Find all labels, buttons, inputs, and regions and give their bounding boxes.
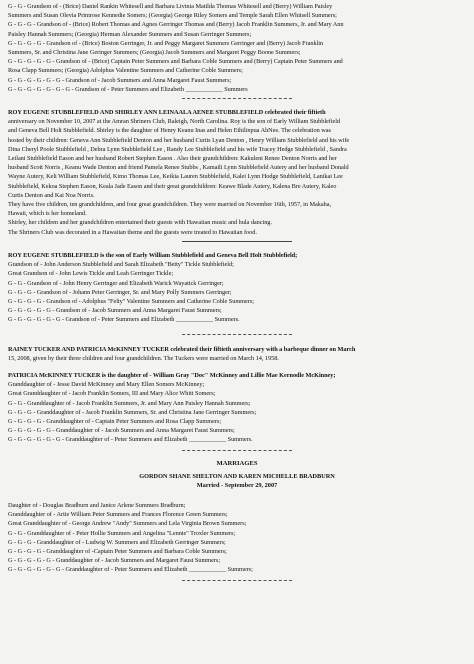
roy-line: Grandson of - John Anderson Stubblefield and Sarah Elizabeth "Betty" Tickle Stubblefield; xyxy=(8,261,234,269)
section-divider xyxy=(182,241,292,242)
genealogy-lineage-top xyxy=(8,2,472,94)
roy-line: G - G - G - G - G - Grandson of - Jacob Summers and Anna Margaret Faust Summers; xyxy=(8,307,222,315)
anniv1-line: Wayne Autery, Keli William Stubblefield, Kimo Thomas Lee, Keikia Lauren Stubblefield, Kalei Lynn Hodge Stubblefield, Lanikai Lee xyxy=(8,173,343,181)
stubblefield-anniversary-announcement xyxy=(8,108,472,237)
karen-bradburn-lineage xyxy=(8,501,472,575)
anniv1-line: Shirley, her children and her grandchildren entertained their guests with Hawaiian music and hula dancing. xyxy=(8,219,272,227)
tucker-anniversary-announcement xyxy=(8,345,472,363)
karen-line: Great Granddaughter of - George Andrew "Andy" Summers and Lela Virginia Brown Summers; xyxy=(8,520,247,528)
anniv1-line: Stubblefield, Kekoa Stephen Eason, Keala Jade Eason and their great grandchildren: Keawe Blade Autery, Kalena Bre Autery, Kaleo xyxy=(8,182,337,190)
anniv1-line: Dina Cheryl Poole Stubblefield , Debra Lynn Stubblefield Lee , Randy Lee Stubblefield and his wife Tracey Hedge Stubblefield , Sandra xyxy=(8,145,347,153)
patricia-line: G - G - G - G - Granddaughter of - Captain Peter Summers and Rosa Clapp Summers; xyxy=(8,418,222,426)
top-line: G - G - G - G - Grandson of - (Brice) Boston Gerringer, Jr. and Peggy Margaret Summers Gerringer and (Berry) Jacob Franklin xyxy=(8,39,324,47)
marriage-couple-title: GORDON SHANE SHELTON AND KAREN MICHELLE BRADBURN xyxy=(139,473,335,480)
section-divider xyxy=(182,580,292,581)
anniv1-line: anniversary on November 10, 2007 at the Amran Shriners Club, Raleigh, North Carolina. Roy is the son of Early William Stubblefield xyxy=(8,118,341,126)
anniv1-line: They have five children, ten grandchildren, and four great grandchildren. They were married on November 16th, 1957, in Makaha, xyxy=(8,201,332,209)
anniv1-line: and Geneva Bell Holt Stubblefield. Shirley is the daughter of Henry Keanu Inas and Helen Ethilinpua AhNee. The celebration was xyxy=(8,127,331,135)
section-divider xyxy=(182,334,292,335)
karen-line: Granddaughter of - Artie William Peter Summers and Frances Florence Green Summers; xyxy=(8,511,228,519)
karen-line: G - G - G - G - G - G - Granddaughter of - Peter Summers and Elizabeth ____________ Summers; xyxy=(8,566,253,574)
roy-line: G - G - Grandson of - John Henry Gerringer and Elizabeth Warick Wayatick Gerringer; xyxy=(8,279,224,287)
top-line: G - G - Grandson of - (Brice) Daniel Rankin Whitesell and Barbara Livinia Matilda Thomas Whitesell and (Berry) William Paisley xyxy=(8,3,333,10)
anniv1-line: The Shriners Club was decorated in a Hawaiian theme and the guests were treated to Hawaiian food. xyxy=(8,228,257,236)
karen-line: G - G - G - G - Granddaughter of -Captain Peter Summers and Barbara Coble Summers; xyxy=(8,548,227,556)
top-line: Summers and Susan Olevia Primrose Kennedie Somers; (Georgia) George Riley Somers and Temple Sarah Ellen Whitsell Summers; xyxy=(8,12,337,20)
anniv1-line: Hawaii, which is her homeland. xyxy=(8,210,87,218)
anniv2-line: RAINEY TUCKER AND PATRICIA McKINNEY TUCKER celebrated their fiftieth anniversary with a barbeque dinner on March xyxy=(8,346,356,353)
patricia-line: PATRICIA McKINNEY TUCKER is the daughter of - William Gray "Doc" McKinney and Lillie Mae Kernodle McKinney; xyxy=(8,372,336,379)
patricia-line: G - G - Granddaughter of - Jacob Franklin Summers, Jr. and Mary Ann Paisley Hannah Summers; xyxy=(8,399,251,407)
karen-line: G - G - G - G - G - Granddaughter of - Jacob Summers and Margaret Faust Summers; xyxy=(8,557,221,565)
top-line: Paisley Hannah Summers; (Georgia) Herman Alexander Summers and Susan Gerringer Summers; xyxy=(8,30,252,38)
anniv1-line: hosted by their children: Geneva Ann Stubblefield Denton and her husband Curtis Lyan Denton , Henry William Stubblefield and his wife xyxy=(8,136,350,144)
karen-line: G - G - Granddaughter of - Peter Hollie Summers and Angelina "Lennie" Troxler Summers; xyxy=(8,529,236,537)
anniv1-line: Curtis Denton and Kai Noa Norris. xyxy=(8,191,95,199)
roy-line: Great Grandson of - John Lewis Tickle and Leah Gerringer Tickle; xyxy=(8,270,174,278)
top-line: G - G - G - Grandson of - (Brice) Robert Thomas and Agnes Gerringer Thomas and (Berry) Jacob Franklin Summers, Jr. and Mary Ann xyxy=(8,21,344,29)
top-line: G - G - G - G - G - G - G - Grandson of - Peter Summers and Elizabeth ____________ Summers xyxy=(8,85,248,93)
roy-line: G - G - G - Grandson of - Johann Peter Gerringer, Sr. and Mary Polly Summers Gerringer; xyxy=(8,288,232,296)
marriage-date: Married - September 29, 2007 xyxy=(196,482,278,489)
patricia-line: G - G - G - G - G - Granddaughter of - Jacob Summers and Anna Margaret Faust Summers; xyxy=(8,427,235,435)
top-line: Summers, Sr. and Christina Jane Geringer Summers; (Georgia) Jacob Summers and Margaret Peggy Boone Summers; xyxy=(8,49,301,57)
anniv1-line: ROY EUGENE STUBBLEFIELD AND SHIRLEY ANN LEINAALA AENEE STUBBLEFIELD celebrated their fiftieth xyxy=(8,109,326,116)
roy-line: ROY EUGENE STUBBLEFIELD is the son of Early William Stubblefield and Geneva Bell Holt Stubblefield; xyxy=(8,252,298,259)
section-divider xyxy=(182,450,292,451)
top-line: G - G - G - G - G - Grandson of - (Brice) Captain Peter Summers and Barbara Coble Summers and (Berry) Captain Peter Summers and xyxy=(8,58,343,66)
section-divider xyxy=(182,98,292,99)
patricia-tucker-lineage xyxy=(8,371,472,445)
karen-line: Daughter of - Douglas Bradburn and Janice Arlene Summers Bradburn; xyxy=(8,502,186,509)
marriages-heading: MARRIAGES xyxy=(216,460,258,467)
karen-line: G - G - G - Granddaughter of - Ludwig W. Summers and Elizabeth Gerringer Summers; xyxy=(8,538,226,546)
roy-line: G - G - G - G - G - G - Grandson of - Peter Summers and Elizabeth ____________ Summers. xyxy=(8,316,240,324)
top-line: G - G - G - G - G - G - Grandson of - Jacob Summers and Anna Margaret Faust Summers; xyxy=(8,76,232,84)
patricia-line: Granddaughter of - Jesse David McKinney and Mary Ellen Somers McKinney; xyxy=(8,381,205,389)
roy-line: G - G - G - G - Grandson of - Adolphus "Felty" Valentine Summers and Catherine Coble Summers; xyxy=(8,298,254,306)
patricia-line: G - G - G - Granddaughter of - Jacob Franklin Summers, Sr. and Christina Jane Gerringer Summers; xyxy=(8,408,257,416)
top-line: Rosa Clapp Summers; (Georgia) Adolphus Valentine Summers and Catherine Coble Summers; xyxy=(8,67,243,75)
anniv1-line: Leilani Stubblefield Eason and her husband Robert Stephen Eason . Also their grandchildren: Kakuleni Renee Denton Norris and her xyxy=(8,155,337,163)
anniv1-line: husband Scott Norris , Keanu Wade Denton and friend Pamela Renee Stubbs , Kamaili Lynn Stubblefield Autery and her husband Donald xyxy=(8,164,349,172)
patricia-line: Great Granddaughter of - Jacob Franklin Somers, III and Mary Alice Whitt Somers; xyxy=(8,390,216,398)
patricia-line: G - G - G - G - G - G - Granddaughter of - Peter Summers and Elizabeth ____________ Summers. xyxy=(8,436,253,444)
roy-stubblefield-lineage xyxy=(8,251,472,325)
anniv2-line: 15, 2008, given by their three children and four grandchildren. The Tuckers were married on March 14, 1958. xyxy=(8,355,279,363)
